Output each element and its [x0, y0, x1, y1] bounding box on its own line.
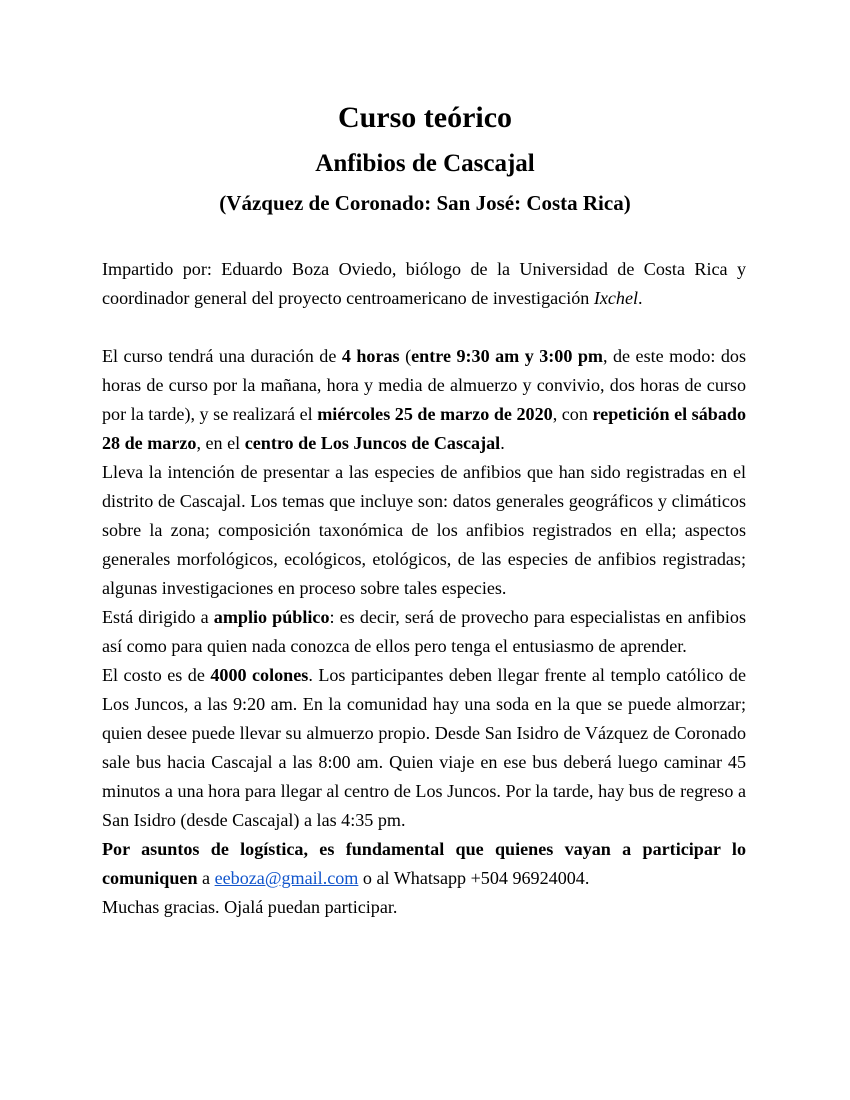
closing-paragraph: Muchas gracias. Ojalá puedan participar.: [102, 897, 398, 917]
topics-paragraph: Lleva la intención de presentar a las especies de anfibios que han sido registradas en el distrito de Cascajal. Los temas que incluye son: datos generales geográficos y climáticos sobre la zona; composición taxonómica de los anfibios registrados en ella; aspectos generales morfológicos, ecológicos, etológicos, de las especies de anfibios registradas; algunas investigaciones en proceso sobre tales especies.: [102, 462, 746, 598]
document-body: [102, 255, 746, 922]
paragraph-gap: [102, 313, 746, 342]
email-link[interactable]: eeboza@gmail.com: [214, 868, 359, 888]
project-name: Ixchel: [593, 288, 639, 308]
course-location: (Vázquez de Coronado: San José: Costa Rica): [219, 191, 631, 215]
cost-paragraph: El costo es de 4000 colones. Los participantes deben llegar frente al templo católico de Los Juncos, a las 9:20 am. En la comunidad hay una soda en la que se puede almorzar; quien desee puede llevar su almuerzo propio. Desde San Isidro de Vázquez de Coronado sale bus hacia Cascajal a las 8:00 am. Quien viaje en ese bus deberá luego caminar 45 minutos a una hora para llegar al centro de Los Juncos. Por la tarde, hay bus de regreso a San Isidro (desde Cascajal) a las 4:35 pm.: [102, 665, 747, 830]
contact-paragraph: Por asuntos de logística, es fundamental que quienes vayan a participar lo comuniquen a eeboza@gmail.com o al Whatsapp +504 96924004.: [102, 839, 746, 888]
instructor-paragraph: Impartido por: Eduardo Boza Oviedo, biólogo de la Universidad de Costa Rica y coordinador general del proyecto centroamericano de investigación Ixchel.: [102, 259, 746, 308]
duration-paragraph: El curso tendrá una duración de 4 horas (entre 9:30 am y 3:00 pm, de este modo: dos horas de curso por la mañana, hora y media de almuerzo y convivio, dos horas de curso por la tarde), y se realizará el miércoles 25 de marzo de 2020, con repetición el sábado 28 de marzo, en el centro de Los Juncos de Cascajal.: [102, 346, 747, 453]
course-subtitle: Anfibios de Cascajal: [315, 150, 535, 177]
course-title: Curso teórico: [337, 101, 513, 134]
audience-paragraph: Está dirigido a amplio público: es decir, será de provecho para especialistas en anfibios así como para quien nada conozca de ellos pero tenga el entusiasmo de aprender.: [102, 607, 746, 656]
